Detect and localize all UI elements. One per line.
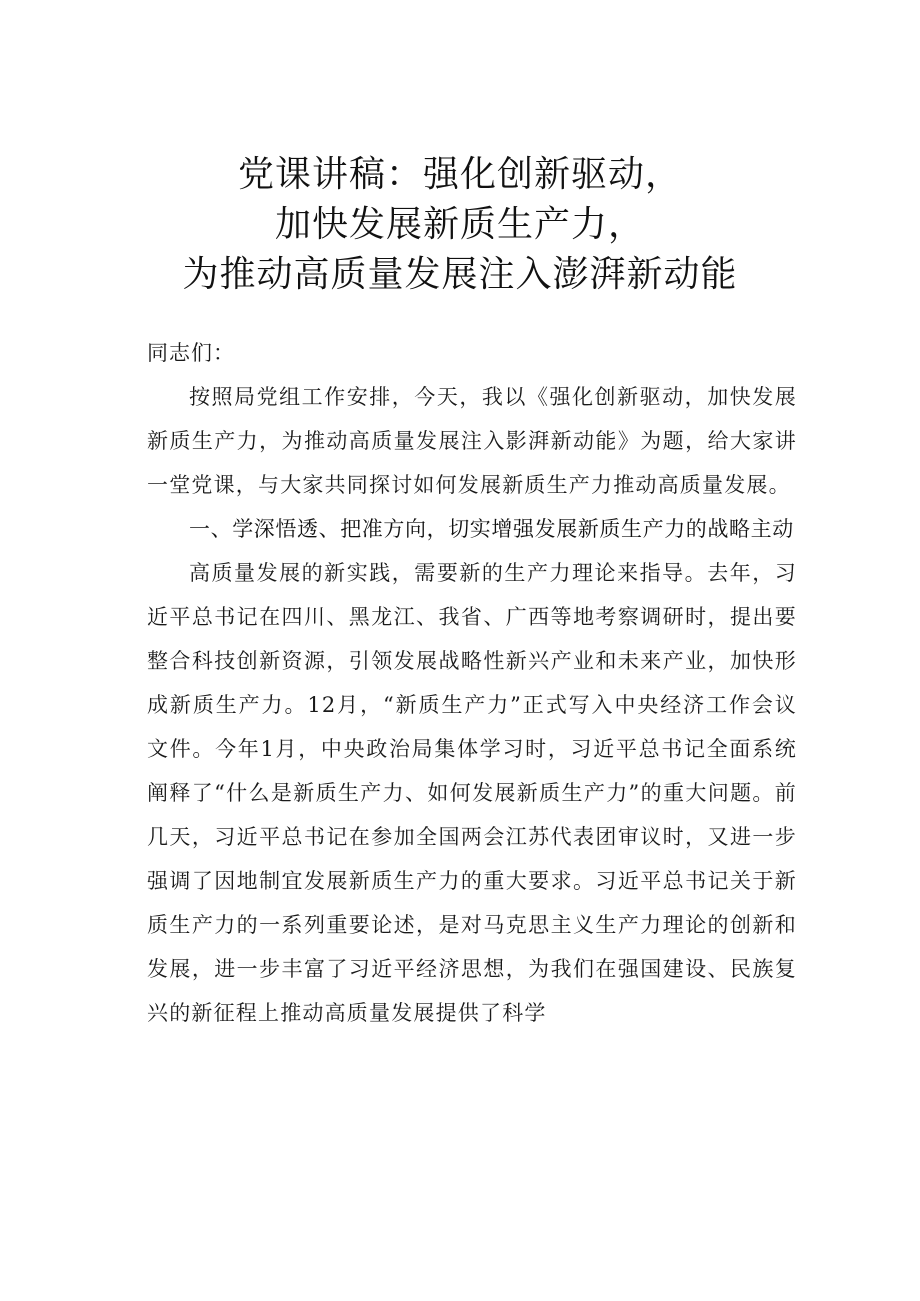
greeting: 同志们： xyxy=(147,341,235,365)
document-title xyxy=(150,150,770,300)
section-heading: 一、学深悟透、把准方向，切实增强发展新质生产力的战略主动 xyxy=(189,517,794,541)
intro-paragraph: 按照局党组工作安排，今天，我以《强化创新驱动，加快发展新质生产力，为推动高质量发展注入影湃新动能》为题，给大家讲一堂党课，与大家共同探讨如何发展新质生产力推动高质量发展。 xyxy=(147,385,797,497)
section-paragraph: 高质量发展的新实践，需要新的生产力理论来指导。去年，习近平总书记在四川、黑龙江、我省、广西等地考察调研时，提出要整合科技创新资源，引领发展战略性新兴产业和未来产业，加快形成新质生产力。12月，“新质生产力”正式写入中央经济工作会议文件。今年1月，中央政治局集体学习时，习近平总书记全面系统阐释了“什么是新质生产力、如何发展新质生产力”的重大问题。前几天，习近平总书记在参加全国两会江苏代表团审议时，又进一步强调了因地制宜发展新质生产力的重大要求。习近平总书记关于新质生产力的一系列重要论述，是对马克思主义生产力理论的创新和发展，进一步丰富了习近平经济思想，为我们在强国建设、民族复兴的新征程上推动高质量发展提供了科学 xyxy=(147,561,797,1025)
title-line-3: 为推动高质量发展注入澎湃新动能 xyxy=(182,254,738,295)
title-line-1: 党课讲稿：强化创新驱动， xyxy=(237,154,682,195)
document-body xyxy=(147,331,797,1035)
title-line-2: 加快发展新质生产力， xyxy=(274,204,645,245)
